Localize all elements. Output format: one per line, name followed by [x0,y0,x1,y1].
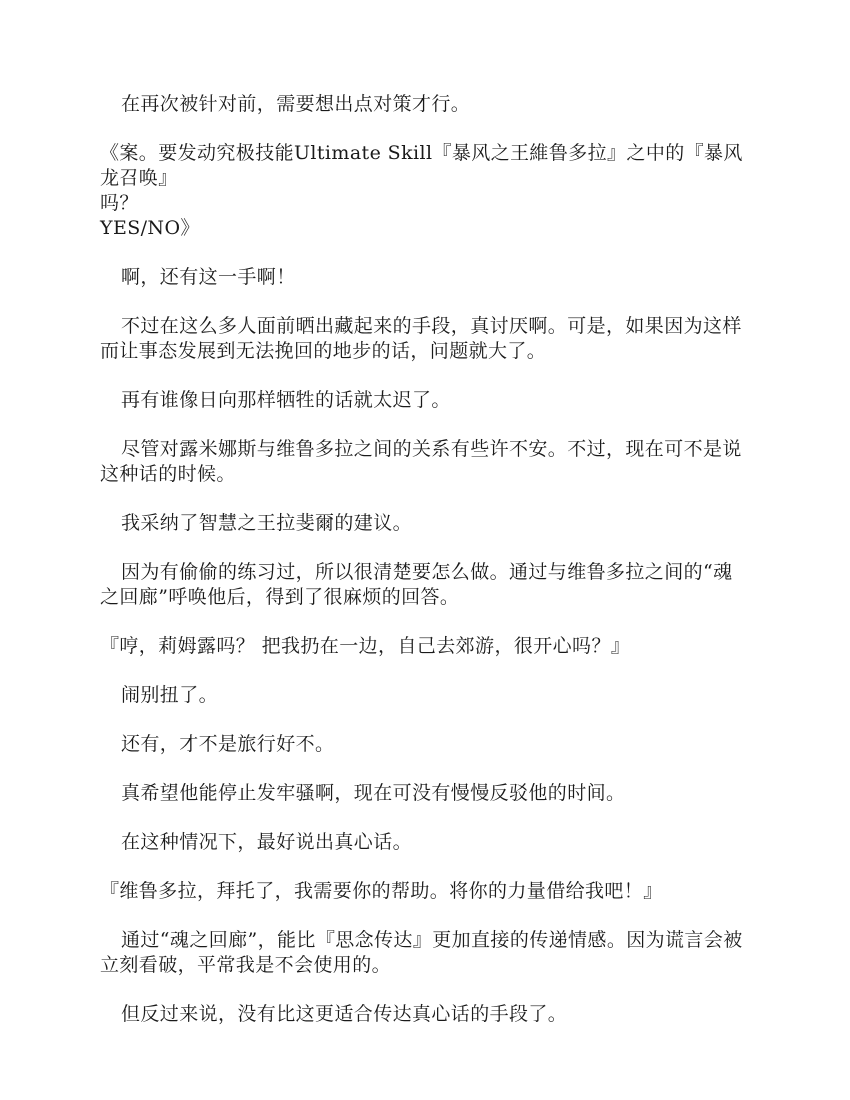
system-message-line-3: YES/NO》 [100,217,200,239]
paragraph-12: 真希望他能停止发牢骚啊，现在可没有慢慢反驳他的时间。 [121,782,626,804]
paragraph-3: 啊，还有这一手啊！ [121,266,296,288]
paragraph-13: 在这种情况下，最好说出真心话。 [121,831,413,853]
paragraph-7: 我采纳了智慧之王拉斐爾的建议。 [121,512,413,534]
paragraph-11: 还有，才不是旅行好不。 [121,733,335,755]
system-message-line-1: 《案。要发动究极技能Ultimate Skill『暴风之王維鲁多拉』之中的『暴风龙召唤』 [100,142,743,189]
paragraph-4: 不过在这么多人面前晒出藏起来的手段，真讨厌啊。可是，如果因为这样而让事态发展到无法挽回的地步的话，问题就大了。 [100,315,742,362]
paragraph-1: 在再次被针对前，需要想出点对策才行。 [121,93,471,115]
dialogue-veldora: 『哼，莉姆露吗？ 把我扔在一边，自己去郊游，很开心吗？』 [100,635,631,657]
paragraph-10: 闹别扭了。 [121,684,219,706]
dialogue-rimuru: 『维鲁多拉，拜托了，我需要你的帮助。将你的力量借给我吧！』 [100,880,663,902]
document-page [100,92,750,1027]
paragraph-5: 再有谁像日向那样牺牲的话就太迟了。 [121,389,451,411]
paragraph-16: 但反过来说，没有比这更适合传达真心话的手段了。 [121,1003,568,1025]
paragraph-6: 尽管对露米娜斯与维鲁多拉之间的关系有些许不安。不过，现在可不是说这种话的时候。 [100,438,742,485]
system-message-line-2: 吗？ [100,192,139,214]
paragraph-8: 因为有偷偷的练习过，所以很清楚要怎么做。通过与维鲁多拉之间的“魂之回廊”呼唤他后，得到了很麻烦的回答。 [100,561,733,608]
system-message [100,141,750,241]
paragraph-15: 通过“魂之回廊”，能比『思念传达』更加直接的传递情感。因为谎言会被立刻看破，平常我是不会使用的。 [100,929,743,976]
